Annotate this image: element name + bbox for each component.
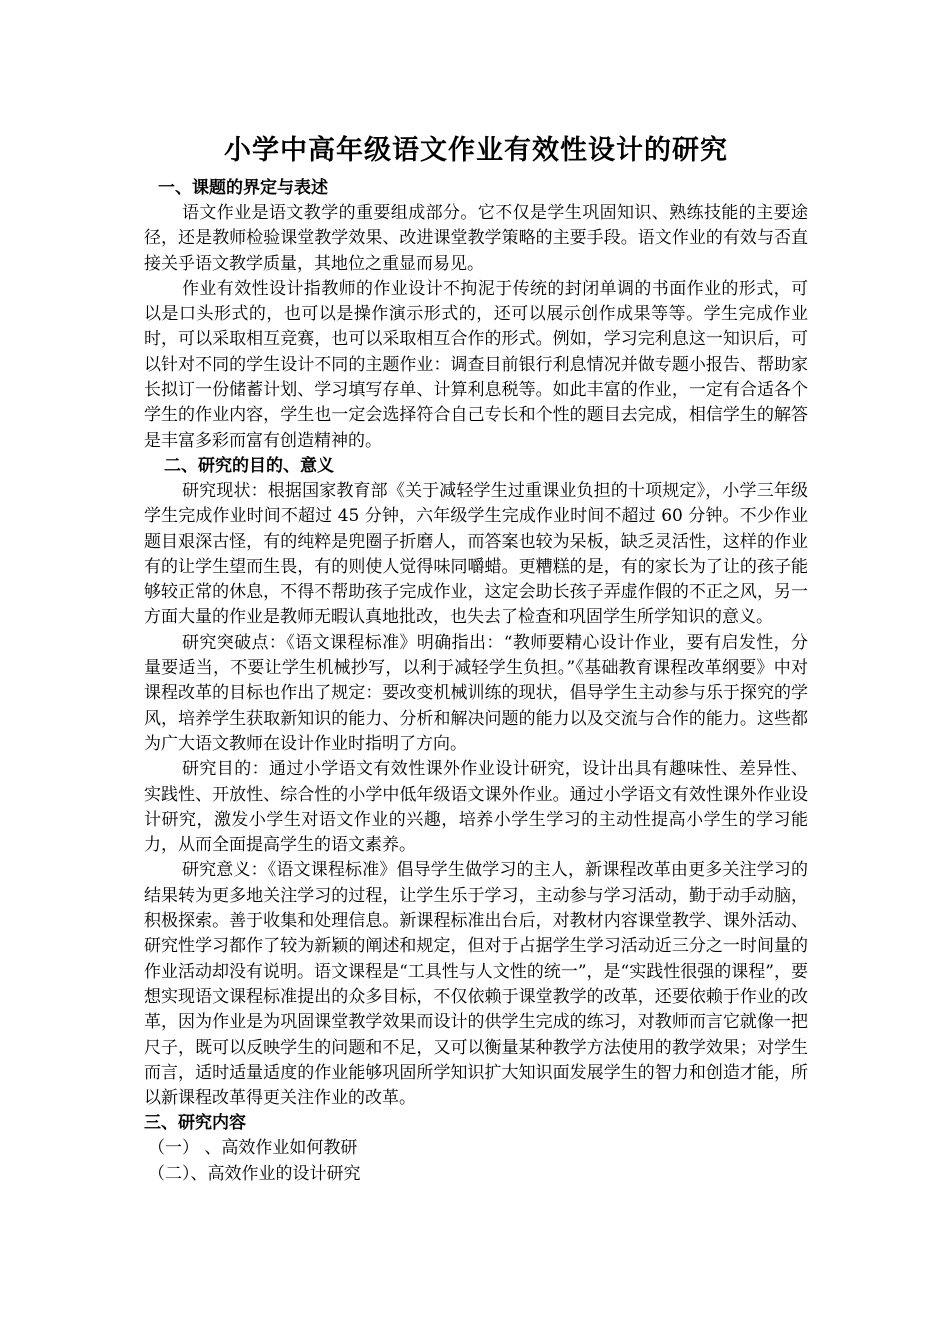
section-content — [144, 1111, 808, 1187]
paragraph: 研究目的：通过小学语文有效性课外作业设计研究，设计出具有趣味性、差异性、实践性、开放性、综合性的小学中低年级语文课外作业。通过小学语文有效性课外作业设计研究，激发小学生对语文作业的兴趣，培养小学生学习的主动性提高小学生的学习能力，从而全面提高学生的语文素养。 — [144, 759, 808, 856]
paragraph: 研究现状：根据国家教育部《关于减轻学生过重课业负担的十项规定》，小学三年级学生完成作业时间不超过 45 分钟，六年级学生完成作业时间不超过 60 分钟。不少作业题目艰深古怪，有的纯粹是兜圈子折磨人，而答案也较为呆板，缺乏灵活性，这样的作业有的让学生望而生畏，有的则使人觉得味同嚼蜡。更糟糕的是，有的家长为了让的孩子能够较正常的休息，不得不帮助孩子完成作业，这定会助长孩子弄虚作假的不正之风，另一方面大量的作业是教师无暇认真地批改，也失去了检查和巩固学生所学知识的意义。 — [144, 480, 808, 628]
section-definition — [144, 176, 808, 454]
list-item: （一） 、高效作业如何教研 — [148, 1138, 358, 1159]
paragraph: 语文作业是语文教学的重要组成部分。它不仅是学生巩固知识、熟练技能的主要途径，还是教师检验课堂教学效果、改进课堂教学策略的主要手段。语文作业的有效与否直接关乎语文教学质量，其地位之重显而易见。 — [144, 203, 808, 274]
document-title: 小学中高年级语文作业有效性设计的研究 — [224, 135, 728, 166]
paragraph: 作业有效性设计指教师的作业设计不拘泥于传统的封闭单调的书面作业的形式，可以是口头形式的，也可以是操作演示形式的，还可以展示创作成果等等。学生完成作业时，可以采取相互竞赛，也可以采取相互合作的形式。例如，学习完利息这一知识后，可以针对不同的学生设计不同的主题作业：调查目前银行利息情况并做专题小报告、帮助家长拟订一份储蓄计划、学习填写存单、计算利息税等。如此丰富的作业，一定有合适各个学生的作业内容，学生也一定会选择符合自己专长和个性的题目去完成，相信学生的解答是丰富多彩而富有创造精神的。 — [144, 278, 808, 451]
section-heading: 二、研究的目的、意义 — [164, 455, 334, 476]
paragraph: 研究意义：《语文课程标准》倡导学生做学习的主人，新课程改革由更多关注学习的结果转为更多地关注学习的过程，让学生乐于学习，主动参与学习活动，勤于动手动脑，积极探索。善于收集和处理信息。新课程标准出台后，对教材内容课堂教学、课外活动、研究性学习都作了较为新颖的阐述和规定，但对于占据学生学习活动近三分之一时间量的作业活动却没有说明。语文课程是“工具性与人文性的统一”，是“实践性很强的课程”，要想实现语文课程标准提出的众多目标，不仅依赖于课堂教学的改革，还要依赖于作业的改革，因为作业是为巩固课堂教学效果而设计的供学生完成的练习，对教师而言它就像一把尺子，既可以反映学生的问题和不足，又可以衡量某种教学方法使用的教学效果；对学生而言，适时适量适度的作业能够巩固所学知识扩大知识面发展学生的智力和创造才能，所以新课程改革得更关注作业的改革。 — [144, 860, 808, 1109]
list-item: （二）、高效作业的设计研究 — [148, 1163, 361, 1184]
paragraph: 研究突破点：《语文课程标准》明确指出：“教师要精心设计作业，要有启发性，分量要适当，不要让学生机械抄写，以利于减轻学生负担。”《基础教育课程改革纲要》中对课程改革的目标也作出了规定：要改变机械训练的现状，倡导学生主动参与乐于探究的学风，培养学生获取新知识的能力、分析和解决问题的能力以及交流与合作的能力。这些都为广大语文教师在设计作业时指明了方向。 — [144, 632, 808, 754]
section-heading: 一、课题的界定与表述 — [158, 178, 328, 198]
section-purpose — [144, 454, 808, 1111]
section-heading: 三、研究内容 — [144, 1113, 246, 1134]
